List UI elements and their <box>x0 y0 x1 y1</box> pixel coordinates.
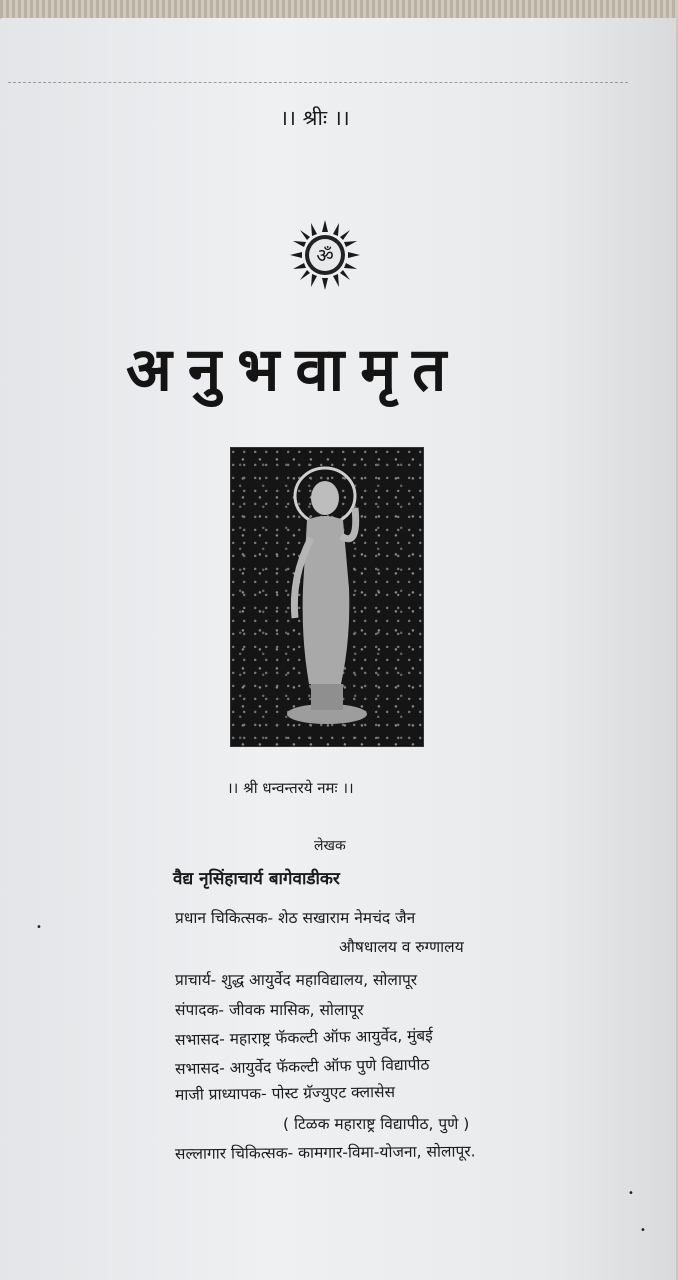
credential-line: माजी प्राध्यापक- पोस्ट ग्रॅज्युएट क्लासेस <box>174 1082 396 1104</box>
image-caption: ।। श्री धन्वन्तरये नमः ।। <box>227 779 354 797</box>
credential-line: ( टिळक महाराष्ट्र विद्यापीठ, पुणे ) <box>283 1115 470 1133</box>
credential-line: सल्लागार चिकित्सक- कामगार-विमा-योजना, सोलापूर. <box>174 1142 476 1163</box>
credential-line: सभासद- आयुर्वेद फॅकल्टी ऑफ पुणे विद्यापीठ <box>174 1055 430 1078</box>
credential-line: औषधालय व रुग्णालय <box>339 938 464 956</box>
credential-line: सभासद- महाराष्ट्र फॅकल्टी ऑफ आयुर्वेद, मुंबई <box>174 1026 433 1049</box>
margin-mark: • <box>628 1188 634 1199</box>
top-dashed-rule <box>8 82 628 83</box>
invocation-text: ।। श्रीः ।। <box>280 106 350 130</box>
dhanvantari-portrait <box>230 447 424 747</box>
credential-line: संपादक- जीवक मासिक, सोलापूर <box>175 1001 364 1019</box>
author-name: वैद्य नृसिंहाचार्य बागेवाडीकर <box>173 869 340 889</box>
margin-mark: • <box>640 1225 646 1236</box>
author-label: लेखक <box>314 838 346 854</box>
om-sun-emblem-icon <box>288 218 362 292</box>
om-glyph: ॐ <box>316 245 334 267</box>
book-title: अनुभवामृत <box>126 335 463 405</box>
credential-line: प्राचार्य- शुद्ध आयुर्वेद महाविद्यालय, सोलापूर <box>175 971 418 989</box>
margin-mark: • <box>36 922 42 933</box>
credential-line: प्रधान चिकित्सक- शेठ सखाराम नेमचंद जैन <box>175 909 416 927</box>
